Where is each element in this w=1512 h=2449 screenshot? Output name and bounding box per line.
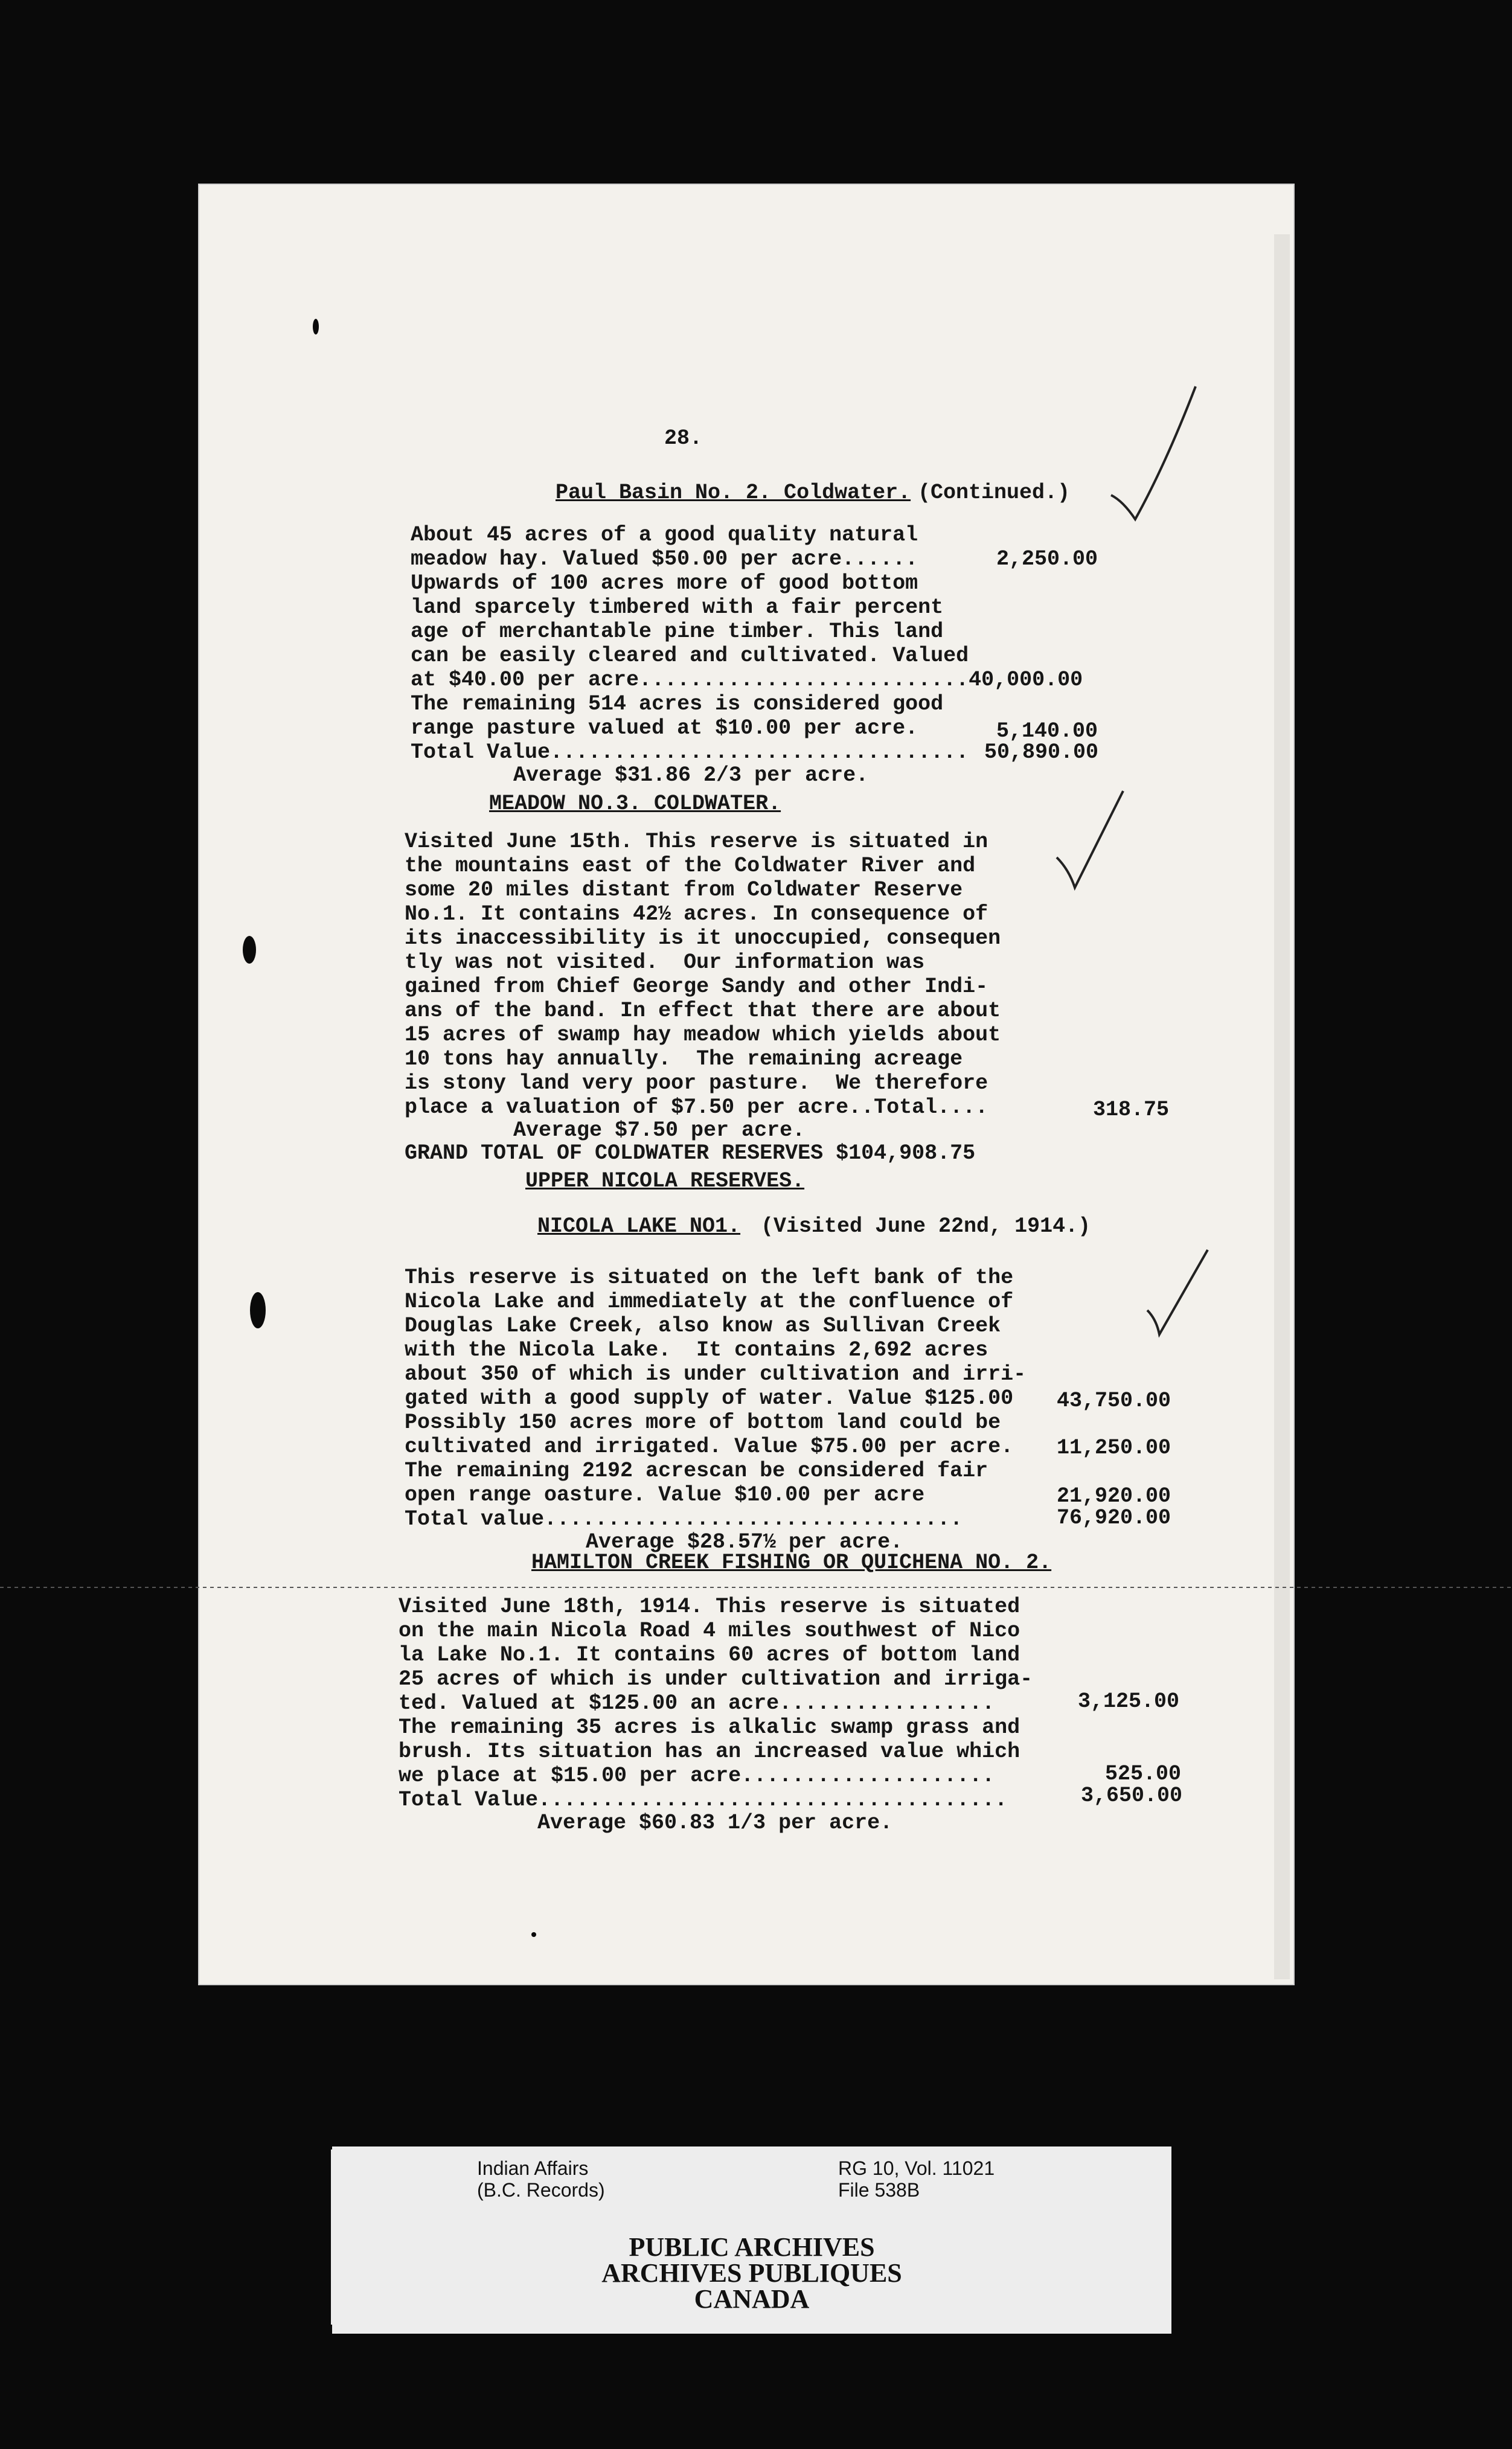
paragraph-line: the mountains east of the Coldwater River and [405,854,976,878]
paragraph-line: at $40.00 per acre..........................40,000.00 [411,668,1083,692]
paragraph-line: 15 acres of swamp hay meadow which yields about [405,1023,1001,1047]
paragraph-line: About 45 acres of a good quality natural [411,523,918,547]
paragraph-line: Upwards of 100 acres more of good bottom [411,571,918,595]
paragraph-line: about 350 of which is under cultivation and irri- [405,1362,1027,1386]
paragraph-line: 10 tons hay annually. The remaining acreage [405,1047,963,1071]
paragraph-line: range pasture valued at $10.00 per acre. [411,716,918,740]
punch-hole [243,936,256,964]
paragraph-line: land sparcely timbered with a fair percent [411,595,944,619]
paragraph-line: its inaccessibility is it unoccupied, consequen [405,926,1001,950]
section-heading-upper-nicola: UPPER NICOLA RESERVES. [525,1169,805,1193]
paragraph-line: Visited June 15th. This reserve is situated in [405,830,988,854]
amount: 3,650.00 [1081,1784,1183,1808]
amount: 2,250.00 [996,547,1098,571]
paragraph-line: on the main Nicola Road 4 miles southwest of Nico [399,1619,1020,1643]
paragraph-line: meadow hay. Valued $50.00 per acre...... [411,547,918,571]
grand-total-line: GRAND TOTAL OF COLDWATER RESERVES $104,908.75 [405,1141,976,1165]
paragraph-line: gated with a good supply of water. Value $125.00 [405,1386,1014,1410]
section-heading-hamilton-creek: HAMILTON CREEK FISHING OR QUICHENA NO. 2. [531,1551,1052,1575]
checkmark-icon [1051,785,1129,900]
section-note-nicola-lake: (Visited June 22nd, 1914.) [761,1214,1091,1238]
amount: 5,140.00 [996,719,1098,743]
archive-card-records: (B.C. Records) [477,2179,605,2201]
section-heading-meadow: MEADOW NO.3. COLDWATER. [489,792,781,816]
paragraph-line: open range oasture. Value $10.00 per acre [405,1483,925,1507]
amount: 11,250.00 [1057,1436,1171,1460]
scan-dashed-line [0,1586,1512,1589]
archive-card-department: Indian Affairs [477,2157,589,2179]
punch-hole [250,1292,266,1328]
paragraph-line: Total value................................. [405,1507,963,1531]
amount: 43,750.00 [1057,1389,1171,1413]
amount: 525.00 [1105,1762,1182,1786]
paragraph-line: No.1. It contains 42½ acres. In consequence of [405,902,988,926]
checkmark-icon [1141,1244,1214,1346]
paragraph-line: la Lake No.1. It contains 60 acres of bottom land [399,1643,1020,1667]
amount: 50,890.00 [984,740,1099,764]
paragraph-line: gained from Chief George Sandy and other Indi- [405,975,988,999]
paragraph-line: with the Nicola Lake. It contains 2,692 acres [405,1338,988,1362]
section-heading-paul: Paul Basin No. 2. Coldwater. [556,481,911,505]
paragraph-line: Nicola Lake and immediately at the confluence of [405,1290,1014,1314]
section-heading-nicola-lake: NICOLA LAKE NO1. [537,1214,741,1238]
paragraph-line: can be easily cleared and cultivated. Valued [411,644,969,668]
paragraph-line: The remaining 514 acres is considered good [411,692,944,716]
average-line: Average $7.50 per acre. [513,1118,806,1142]
paragraph-line: This reserve is situated on the left bank of the [405,1266,1014,1290]
archive-card-title-fr: ARCHIVES PUBLIQUES [601,2258,902,2288]
amount: 3,125.00 [1078,1689,1180,1714]
mark-dot [313,319,319,335]
paragraph-line: Total Value................................. [411,740,969,764]
average-line: Average $60.83 1/3 per acre. [537,1811,893,1835]
average-line: Average $31.86 2/3 per acre. [513,763,869,787]
paragraph-line: tly was not visited. Our information was [405,950,925,975]
page-number: 28. [664,426,703,450]
average-line: Average $28.57½ per acre. [586,1530,903,1554]
paragraph-line: Total Value..................................... [399,1788,1008,1812]
section-note-paul: (Continued.) [918,481,1071,505]
amount: 21,920.00 [1057,1484,1171,1508]
archive-card [332,2146,1171,2334]
amount: 318.75 [1093,1098,1170,1122]
paragraph-line: ans of the band. In effect that there are about [405,999,1001,1023]
paragraph-line: cultivated and irrigated. Value $75.00 per acre. [405,1435,1014,1459]
paragraph-line: The remaining 2192 acrescan be considered fair [405,1459,988,1483]
paragraph-line: we place at $15.00 per acre.................... [399,1764,995,1788]
paragraph-line: ted. Valued at $125.00 an acre................. [399,1691,995,1715]
paragraph-line: place a valuation of $7.50 per acre..Total.... [405,1095,988,1119]
paragraph-line: some 20 miles distant from Coldwater Reserve [405,878,963,902]
paragraph-line: The remaining 35 acres is alkalic swamp grass and [399,1715,1020,1740]
amount: 76,920.00 [1057,1506,1171,1530]
archive-card-title-en: PUBLIC ARCHIVES [629,2232,875,2262]
paragraph-line: brush. Its situation has an increased value which [399,1740,1020,1764]
checkmark-icon [1099,380,1208,537]
paragraph-line: 25 acres of which is under cultivation and irriga- [399,1667,1033,1691]
paragraph-line: Douglas Lake Creek, also know as Sullivan Creek [405,1314,1001,1338]
page-edge-shadow [1274,234,1290,1979]
mark-dot [531,1932,536,1937]
paragraph-line: is stony land very poor pasture. We therefore [405,1071,988,1095]
archive-card-country: CANADA [694,2284,810,2314]
paragraph-line: age of merchantable pine timber. This land [411,619,944,644]
archive-card-file: File 538B [838,2179,920,2201]
archive-card-volume: RG 10, Vol. 11021 [838,2157,995,2179]
paragraph-line: Visited June 18th, 1914. This reserve is situated [399,1595,1020,1619]
paragraph-line: Possibly 150 acres more of bottom land could be [405,1410,1001,1435]
